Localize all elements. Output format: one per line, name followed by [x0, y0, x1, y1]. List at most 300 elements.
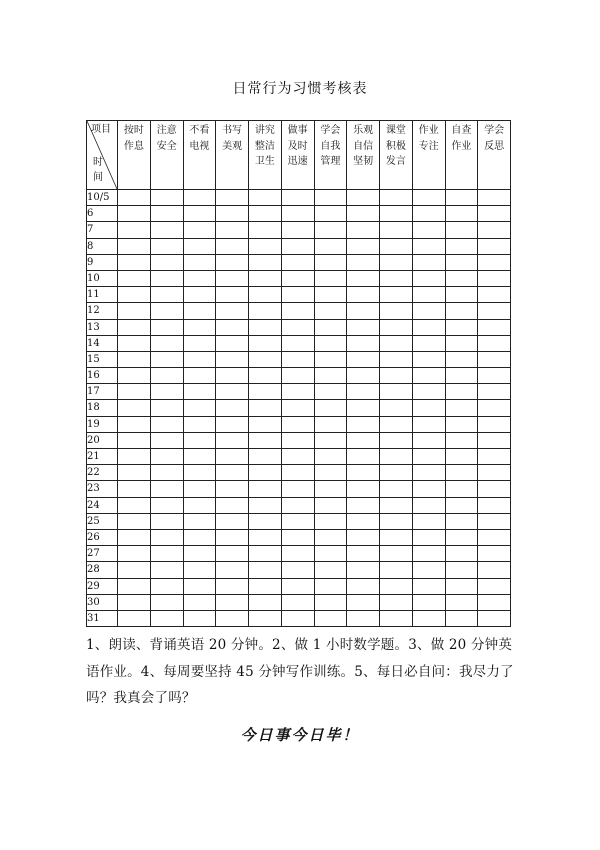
check-cell[interactable] — [118, 319, 151, 335]
check-cell[interactable] — [478, 319, 511, 335]
check-cell[interactable] — [412, 319, 445, 335]
check-cell[interactable] — [314, 254, 347, 270]
check-cell[interactable] — [478, 529, 511, 545]
check-cell[interactable] — [347, 238, 380, 254]
check-cell[interactable] — [412, 594, 445, 610]
check-cell[interactable] — [412, 400, 445, 416]
check-cell[interactable] — [347, 465, 380, 481]
check-cell[interactable] — [118, 238, 151, 254]
check-cell[interactable] — [314, 465, 347, 481]
check-cell[interactable] — [380, 578, 413, 594]
check-cell[interactable] — [380, 529, 413, 545]
check-cell[interactable] — [445, 529, 478, 545]
check-cell[interactable] — [118, 449, 151, 465]
check-cell[interactable] — [380, 303, 413, 319]
check-cell[interactable] — [380, 254, 413, 270]
check-cell[interactable] — [478, 351, 511, 367]
check-cell[interactable] — [445, 594, 478, 610]
check-cell[interactable] — [150, 481, 183, 497]
check-cell[interactable] — [183, 529, 216, 545]
check-cell[interactable] — [216, 578, 249, 594]
check-cell[interactable] — [216, 351, 249, 367]
check-cell[interactable] — [118, 610, 151, 626]
check-cell[interactable] — [478, 578, 511, 594]
check-cell[interactable] — [281, 578, 314, 594]
check-cell[interactable] — [445, 513, 478, 529]
check-cell[interactable] — [314, 270, 347, 286]
check-cell[interactable] — [216, 529, 249, 545]
check-cell[interactable] — [249, 400, 282, 416]
check-cell[interactable] — [445, 400, 478, 416]
check-cell[interactable] — [118, 416, 151, 432]
check-cell[interactable] — [249, 238, 282, 254]
check-cell[interactable] — [412, 368, 445, 384]
check-cell[interactable] — [412, 384, 445, 400]
check-cell[interactable] — [216, 238, 249, 254]
check-cell[interactable] — [183, 238, 216, 254]
check-cell[interactable] — [281, 222, 314, 238]
check-cell[interactable] — [445, 432, 478, 448]
check-cell[interactable] — [216, 303, 249, 319]
check-cell[interactable] — [478, 481, 511, 497]
check-cell[interactable] — [183, 319, 216, 335]
check-cell[interactable] — [380, 449, 413, 465]
check-cell[interactable] — [249, 546, 282, 562]
check-cell[interactable] — [150, 335, 183, 351]
check-cell[interactable] — [118, 254, 151, 270]
check-cell[interactable] — [314, 335, 347, 351]
check-cell[interactable] — [118, 513, 151, 529]
check-cell[interactable] — [478, 416, 511, 432]
check-cell[interactable] — [314, 206, 347, 222]
check-cell[interactable] — [314, 238, 347, 254]
check-cell[interactable] — [150, 513, 183, 529]
check-cell[interactable] — [478, 432, 511, 448]
check-cell[interactable] — [412, 610, 445, 626]
check-cell[interactable] — [380, 351, 413, 367]
check-cell[interactable] — [445, 270, 478, 286]
check-cell[interactable] — [118, 432, 151, 448]
check-cell[interactable] — [281, 562, 314, 578]
check-cell[interactable] — [314, 481, 347, 497]
check-cell[interactable] — [216, 465, 249, 481]
check-cell[interactable] — [380, 190, 413, 206]
check-cell[interactable] — [281, 465, 314, 481]
check-cell[interactable] — [445, 190, 478, 206]
check-cell[interactable] — [281, 335, 314, 351]
check-cell[interactable] — [412, 206, 445, 222]
check-cell[interactable] — [478, 238, 511, 254]
check-cell[interactable] — [183, 351, 216, 367]
check-cell[interactable] — [216, 513, 249, 529]
check-cell[interactable] — [216, 319, 249, 335]
check-cell[interactable] — [183, 400, 216, 416]
check-cell[interactable] — [445, 497, 478, 513]
check-cell[interactable] — [150, 222, 183, 238]
check-cell[interactable] — [412, 287, 445, 303]
check-cell[interactable] — [347, 303, 380, 319]
check-cell[interactable] — [183, 270, 216, 286]
check-cell[interactable] — [150, 594, 183, 610]
check-cell[interactable] — [183, 303, 216, 319]
check-cell[interactable] — [347, 206, 380, 222]
check-cell[interactable] — [281, 287, 314, 303]
check-cell[interactable] — [314, 513, 347, 529]
check-cell[interactable] — [118, 287, 151, 303]
check-cell[interactable] — [347, 513, 380, 529]
check-cell[interactable] — [281, 368, 314, 384]
check-cell[interactable] — [314, 578, 347, 594]
check-cell[interactable] — [478, 270, 511, 286]
check-cell[interactable] — [380, 222, 413, 238]
check-cell[interactable] — [445, 481, 478, 497]
check-cell[interactable] — [249, 513, 282, 529]
check-cell[interactable] — [412, 513, 445, 529]
check-cell[interactable] — [183, 610, 216, 626]
check-cell[interactable] — [118, 481, 151, 497]
check-cell[interactable] — [412, 254, 445, 270]
check-cell[interactable] — [249, 206, 282, 222]
check-cell[interactable] — [347, 497, 380, 513]
check-cell[interactable] — [478, 335, 511, 351]
check-cell[interactable] — [118, 270, 151, 286]
check-cell[interactable] — [281, 384, 314, 400]
check-cell[interactable] — [281, 481, 314, 497]
check-cell[interactable] — [314, 497, 347, 513]
check-cell[interactable] — [445, 222, 478, 238]
check-cell[interactable] — [445, 254, 478, 270]
check-cell[interactable] — [150, 206, 183, 222]
check-cell[interactable] — [478, 594, 511, 610]
check-cell[interactable] — [412, 578, 445, 594]
check-cell[interactable] — [314, 529, 347, 545]
check-cell[interactable] — [380, 335, 413, 351]
check-cell[interactable] — [380, 513, 413, 529]
check-cell[interactable] — [445, 303, 478, 319]
check-cell[interactable] — [249, 416, 282, 432]
check-cell[interactable] — [347, 449, 380, 465]
check-cell[interactable] — [314, 400, 347, 416]
check-cell[interactable] — [445, 351, 478, 367]
check-cell[interactable] — [150, 578, 183, 594]
check-cell[interactable] — [347, 562, 380, 578]
check-cell[interactable] — [118, 400, 151, 416]
check-cell[interactable] — [347, 610, 380, 626]
check-cell[interactable] — [216, 190, 249, 206]
check-cell[interactable] — [445, 384, 478, 400]
check-cell[interactable] — [150, 287, 183, 303]
check-cell[interactable] — [150, 384, 183, 400]
check-cell[interactable] — [216, 287, 249, 303]
check-cell[interactable] — [445, 546, 478, 562]
check-cell[interactable] — [380, 384, 413, 400]
check-cell[interactable] — [347, 335, 380, 351]
check-cell[interactable] — [281, 238, 314, 254]
check-cell[interactable] — [314, 384, 347, 400]
check-cell[interactable] — [445, 238, 478, 254]
check-cell[interactable] — [478, 400, 511, 416]
check-cell[interactable] — [216, 368, 249, 384]
check-cell[interactable] — [412, 432, 445, 448]
check-cell[interactable] — [445, 368, 478, 384]
check-cell[interactable] — [281, 206, 314, 222]
check-cell[interactable] — [412, 303, 445, 319]
check-cell[interactable] — [183, 287, 216, 303]
check-cell[interactable] — [412, 449, 445, 465]
check-cell[interactable] — [216, 481, 249, 497]
check-cell[interactable] — [150, 416, 183, 432]
check-cell[interactable] — [183, 254, 216, 270]
check-cell[interactable] — [478, 546, 511, 562]
check-cell[interactable] — [347, 287, 380, 303]
check-cell[interactable] — [118, 303, 151, 319]
check-cell[interactable] — [412, 351, 445, 367]
check-cell[interactable] — [249, 610, 282, 626]
check-cell[interactable] — [347, 416, 380, 432]
check-cell[interactable] — [347, 190, 380, 206]
check-cell[interactable] — [118, 190, 151, 206]
check-cell[interactable] — [118, 465, 151, 481]
check-cell[interactable] — [216, 384, 249, 400]
check-cell[interactable] — [412, 529, 445, 545]
check-cell[interactable] — [118, 529, 151, 545]
check-cell[interactable] — [314, 222, 347, 238]
check-cell[interactable] — [150, 303, 183, 319]
check-cell[interactable] — [478, 303, 511, 319]
check-cell[interactable] — [412, 238, 445, 254]
check-cell[interactable] — [380, 206, 413, 222]
check-cell[interactable] — [118, 562, 151, 578]
check-cell[interactable] — [380, 465, 413, 481]
check-cell[interactable] — [314, 594, 347, 610]
check-cell[interactable] — [412, 335, 445, 351]
check-cell[interactable] — [216, 594, 249, 610]
check-cell[interactable] — [347, 546, 380, 562]
check-cell[interactable] — [478, 190, 511, 206]
check-cell[interactable] — [249, 319, 282, 335]
check-cell[interactable] — [183, 594, 216, 610]
check-cell[interactable] — [183, 222, 216, 238]
check-cell[interactable] — [380, 562, 413, 578]
check-cell[interactable] — [118, 368, 151, 384]
check-cell[interactable] — [412, 546, 445, 562]
check-cell[interactable] — [347, 578, 380, 594]
check-cell[interactable] — [183, 546, 216, 562]
check-cell[interactable] — [281, 319, 314, 335]
check-cell[interactable] — [347, 594, 380, 610]
check-cell[interactable] — [183, 513, 216, 529]
check-cell[interactable] — [314, 432, 347, 448]
check-cell[interactable] — [281, 254, 314, 270]
check-cell[interactable] — [445, 562, 478, 578]
check-cell[interactable] — [347, 319, 380, 335]
check-cell[interactable] — [249, 432, 282, 448]
check-cell[interactable] — [380, 270, 413, 286]
check-cell[interactable] — [150, 432, 183, 448]
check-cell[interactable] — [150, 562, 183, 578]
check-cell[interactable] — [380, 416, 413, 432]
check-cell[interactable] — [183, 449, 216, 465]
check-cell[interactable] — [150, 190, 183, 206]
check-cell[interactable] — [314, 351, 347, 367]
check-cell[interactable] — [249, 335, 282, 351]
check-cell[interactable] — [216, 610, 249, 626]
check-cell[interactable] — [281, 270, 314, 286]
check-cell[interactable] — [314, 416, 347, 432]
check-cell[interactable] — [281, 610, 314, 626]
check-cell[interactable] — [478, 222, 511, 238]
check-cell[interactable] — [216, 222, 249, 238]
check-cell[interactable] — [380, 594, 413, 610]
check-cell[interactable] — [216, 254, 249, 270]
check-cell[interactable] — [249, 529, 282, 545]
check-cell[interactable] — [347, 254, 380, 270]
check-cell[interactable] — [314, 562, 347, 578]
check-cell[interactable] — [281, 416, 314, 432]
check-cell[interactable] — [150, 529, 183, 545]
check-cell[interactable] — [347, 351, 380, 367]
check-cell[interactable] — [445, 319, 478, 335]
check-cell[interactable] — [380, 610, 413, 626]
check-cell[interactable] — [150, 319, 183, 335]
check-cell[interactable] — [118, 351, 151, 367]
check-cell[interactable] — [216, 562, 249, 578]
check-cell[interactable] — [445, 416, 478, 432]
check-cell[interactable] — [478, 287, 511, 303]
check-cell[interactable] — [281, 351, 314, 367]
check-cell[interactable] — [412, 481, 445, 497]
check-cell[interactable] — [281, 432, 314, 448]
check-cell[interactable] — [314, 287, 347, 303]
check-cell[interactable] — [347, 368, 380, 384]
check-cell[interactable] — [380, 546, 413, 562]
check-cell[interactable] — [314, 368, 347, 384]
check-cell[interactable] — [216, 416, 249, 432]
check-cell[interactable] — [150, 254, 183, 270]
check-cell[interactable] — [314, 610, 347, 626]
check-cell[interactable] — [380, 481, 413, 497]
check-cell[interactable] — [380, 400, 413, 416]
check-cell[interactable] — [249, 481, 282, 497]
check-cell[interactable] — [183, 432, 216, 448]
check-cell[interactable] — [478, 384, 511, 400]
check-cell[interactable] — [216, 432, 249, 448]
check-cell[interactable] — [347, 222, 380, 238]
check-cell[interactable] — [183, 416, 216, 432]
check-cell[interactable] — [281, 190, 314, 206]
check-cell[interactable] — [249, 368, 282, 384]
check-cell[interactable] — [183, 562, 216, 578]
check-cell[interactable] — [150, 368, 183, 384]
check-cell[interactable] — [412, 562, 445, 578]
check-cell[interactable] — [445, 465, 478, 481]
check-cell[interactable] — [183, 335, 216, 351]
check-cell[interactable] — [347, 384, 380, 400]
check-cell[interactable] — [314, 303, 347, 319]
check-cell[interactable] — [249, 449, 282, 465]
check-cell[interactable] — [249, 562, 282, 578]
check-cell[interactable] — [118, 594, 151, 610]
check-cell[interactable] — [249, 254, 282, 270]
check-cell[interactable] — [216, 449, 249, 465]
check-cell[interactable] — [347, 529, 380, 545]
check-cell[interactable] — [314, 449, 347, 465]
check-cell[interactable] — [150, 546, 183, 562]
check-cell[interactable] — [249, 594, 282, 610]
check-cell[interactable] — [281, 594, 314, 610]
check-cell[interactable] — [183, 497, 216, 513]
check-cell[interactable] — [314, 190, 347, 206]
check-cell[interactable] — [118, 206, 151, 222]
check-cell[interactable] — [249, 222, 282, 238]
check-cell[interactable] — [249, 384, 282, 400]
check-cell[interactable] — [347, 432, 380, 448]
check-cell[interactable] — [281, 497, 314, 513]
check-cell[interactable] — [412, 416, 445, 432]
check-cell[interactable] — [347, 270, 380, 286]
check-cell[interactable] — [249, 190, 282, 206]
check-cell[interactable] — [478, 610, 511, 626]
check-cell[interactable] — [478, 449, 511, 465]
check-cell[interactable] — [150, 400, 183, 416]
check-cell[interactable] — [478, 254, 511, 270]
check-cell[interactable] — [380, 238, 413, 254]
check-cell[interactable] — [150, 497, 183, 513]
check-cell[interactable] — [380, 319, 413, 335]
check-cell[interactable] — [216, 206, 249, 222]
check-cell[interactable] — [183, 578, 216, 594]
check-cell[interactable] — [249, 303, 282, 319]
check-cell[interactable] — [183, 368, 216, 384]
check-cell[interactable] — [249, 351, 282, 367]
check-cell[interactable] — [150, 238, 183, 254]
check-cell[interactable] — [314, 546, 347, 562]
check-cell[interactable] — [281, 400, 314, 416]
check-cell[interactable] — [183, 206, 216, 222]
check-cell[interactable] — [380, 287, 413, 303]
check-cell[interactable] — [150, 351, 183, 367]
check-cell[interactable] — [412, 465, 445, 481]
check-cell[interactable] — [183, 465, 216, 481]
check-cell[interactable] — [249, 287, 282, 303]
check-cell[interactable] — [118, 497, 151, 513]
check-cell[interactable] — [281, 513, 314, 529]
check-cell[interactable] — [445, 449, 478, 465]
check-cell[interactable] — [412, 190, 445, 206]
check-cell[interactable] — [445, 206, 478, 222]
check-cell[interactable] — [412, 497, 445, 513]
check-cell[interactable] — [216, 497, 249, 513]
check-cell[interactable] — [380, 497, 413, 513]
check-cell[interactable] — [347, 481, 380, 497]
check-cell[interactable] — [478, 368, 511, 384]
check-cell[interactable] — [478, 497, 511, 513]
check-cell[interactable] — [216, 546, 249, 562]
check-cell[interactable] — [183, 384, 216, 400]
check-cell[interactable] — [281, 303, 314, 319]
check-cell[interactable] — [183, 481, 216, 497]
check-cell[interactable] — [380, 432, 413, 448]
check-cell[interactable] — [249, 465, 282, 481]
check-cell[interactable] — [281, 529, 314, 545]
check-cell[interactable] — [478, 206, 511, 222]
check-cell[interactable] — [150, 610, 183, 626]
check-cell[interactable] — [118, 222, 151, 238]
check-cell[interactable] — [281, 546, 314, 562]
check-cell[interactable] — [249, 270, 282, 286]
check-cell[interactable] — [281, 449, 314, 465]
check-cell[interactable] — [445, 610, 478, 626]
